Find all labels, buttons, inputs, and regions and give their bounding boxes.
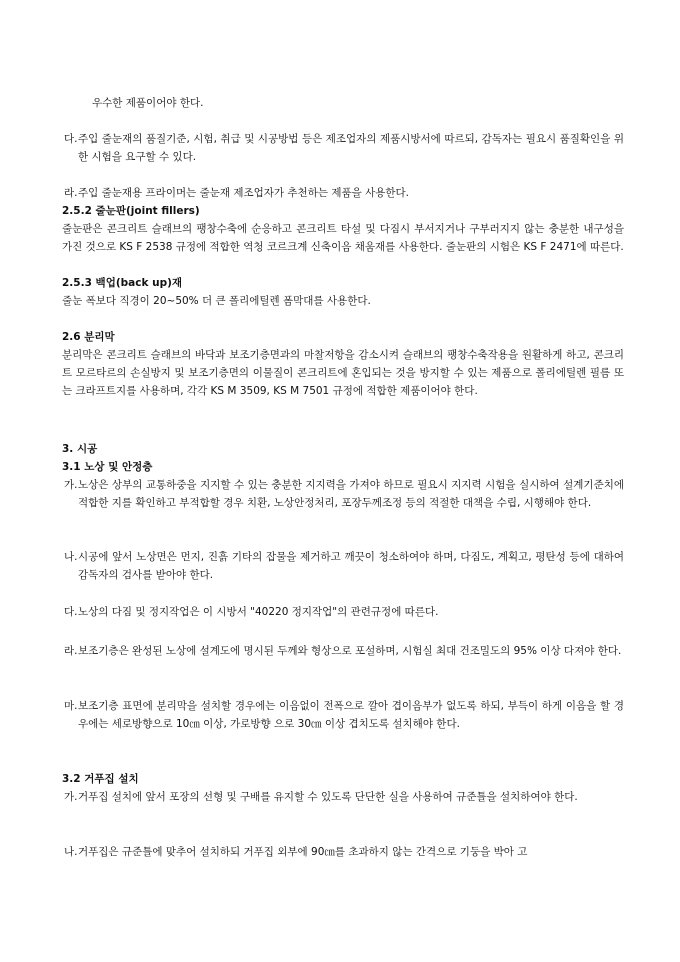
list-text: 노상의 다짐 및 정지작업은 이 시방서 "40220 정지작업"의 관련규정에 따른다. (78, 606, 439, 618)
list-text (78, 130, 624, 166)
list-item-ga (64, 476, 624, 512)
paragraph-separation-membrane: 분리막은 콘크리트 슬래브의 바닥과 보조기층면과의 마찰저항을 감소시켜 슬래브의 팽창수축작용을 원활하게 하고, 콘크리트 모르타르의 손실방지 및 보조기층면의 이물질이 콘크리트에 혼입되는 것을 방지할 수 있는 제품으로 폴리에틸렌 필름 또는 크라프트지를 사용하며, 각각 KS M 3509, KS M 7501 규정에 적합한 제품이어야 한다. (62, 349, 624, 397)
list-text: 보조기층은 완성된 노상에 설계도에 명시된 두께와 형상으로 포설하며, 시험실 최대 건조밀도의 95% 이상 다져야 한다. (78, 645, 622, 657)
list-text: 노상은 상부의 교통하중을 지지할 수 있는 충분한 지지력을 가져야 하므로 필요시 지지력 시험을 실시하여 설계기준치에 적합한 지를 확인하고 부적합할 경우 치환, 노상안정처리, 포장두께조정 등의 적절한 대책을 수립, 시행해야 한다. (78, 479, 624, 509)
list-item-da-2 (64, 603, 624, 621)
section-heading-2-5-2: 2.5.2 줄눈판(joint fillers) (62, 205, 200, 217)
section-heading-2-5-3: 2.5.3 백업(back up)재 (62, 277, 183, 289)
section-heading-3: 3. 시공 (62, 443, 98, 455)
paragraph-joint-fillers: 줄눈판은 콘크리트 슬래브의 팽창수축에 순응하고 콘크리트 타설 및 다짐시 부서지거나 구부러지지 않는 충분한 내구성을 가진 것으로 KS F 2538 규정에 적합한 역청 코르크계 신축이음 채움재를 사용한다. 줄눈판의 시험은 KS F 2471에 따른다. (62, 223, 624, 253)
list-label: 나. (64, 551, 78, 563)
list-item-ra (64, 184, 624, 202)
list-item-na-2 (64, 843, 624, 861)
list-item-ra-2 (64, 642, 624, 660)
list-label: 라. (64, 645, 78, 657)
list-text: 거푸집 설치에 앞서 포장의 선형 및 구배를 유지할 수 있도록 단단한 실을 사용하여 규준틀을 설치하여야 한다. (78, 791, 578, 803)
list-label: 가. (64, 791, 78, 803)
section-heading-2-6: 2.6 분리막 (62, 331, 115, 343)
list-label: 다. (64, 606, 78, 618)
list-item-ga-2 (64, 788, 624, 806)
list-text: 시공에 앞서 노상면은 먼지, 진흙 기타의 잡물을 제거하고 깨끗이 청소하여야 하며, 다짐도, 계획고, 평탄성 등에 대하여 감독자의 검사를 받아야 한다. (78, 551, 624, 581)
list-label: 라. (64, 187, 78, 199)
list-text: 보조기층 표면에 분리막을 설치할 경우에는 이음없이 전폭으로 깔아 겹이음부가 없도록 하되, 부득이 하게 이음을 할 경우에는 세로방향으로 10㎝ 이상, 가로방향 으로 30㎝ 이상 겹치도록 설치해야 한다. (78, 700, 624, 730)
paragraph-continuation: 우수한 제품이어야 한다. (92, 97, 204, 109)
paragraph-backup: 줄눈 폭보다 직경이 20~50% 더 큰 폴리에틸렌 폼막대를 사용한다. (62, 295, 371, 307)
list-text-content: 주입 줄눈재의 품질기준, 시험, 취급 및 시공방법 등은 제조업자의 제품시방서에 따르되, 감독자는 필요시 품질확인을 위한 시험을 요구할 수 있다. (78, 133, 624, 163)
list-label: 마. (64, 700, 78, 712)
list-item-ma (64, 697, 624, 733)
list-label: 가. (64, 479, 78, 491)
list-item-na (64, 548, 624, 584)
section-heading-3-1: 3.1 노상 및 안정층 (62, 461, 153, 473)
list-text: 주입 줄눈재용 프라이머는 줄눈재 제조업자가 추천하는 제품을 사용한다. (78, 187, 409, 199)
list-label: 나. (64, 846, 78, 858)
list-item-da (64, 130, 624, 166)
list-text: 거푸집은 규준틀에 맞추어 설치하되 거푸집 외부에 90㎝를 초과하지 않는 간격으로 기둥을 박아 고 (78, 846, 528, 858)
list-label: 다. (64, 133, 78, 145)
section-heading-3-2: 3.2 거푸집 설치 (62, 773, 139, 785)
